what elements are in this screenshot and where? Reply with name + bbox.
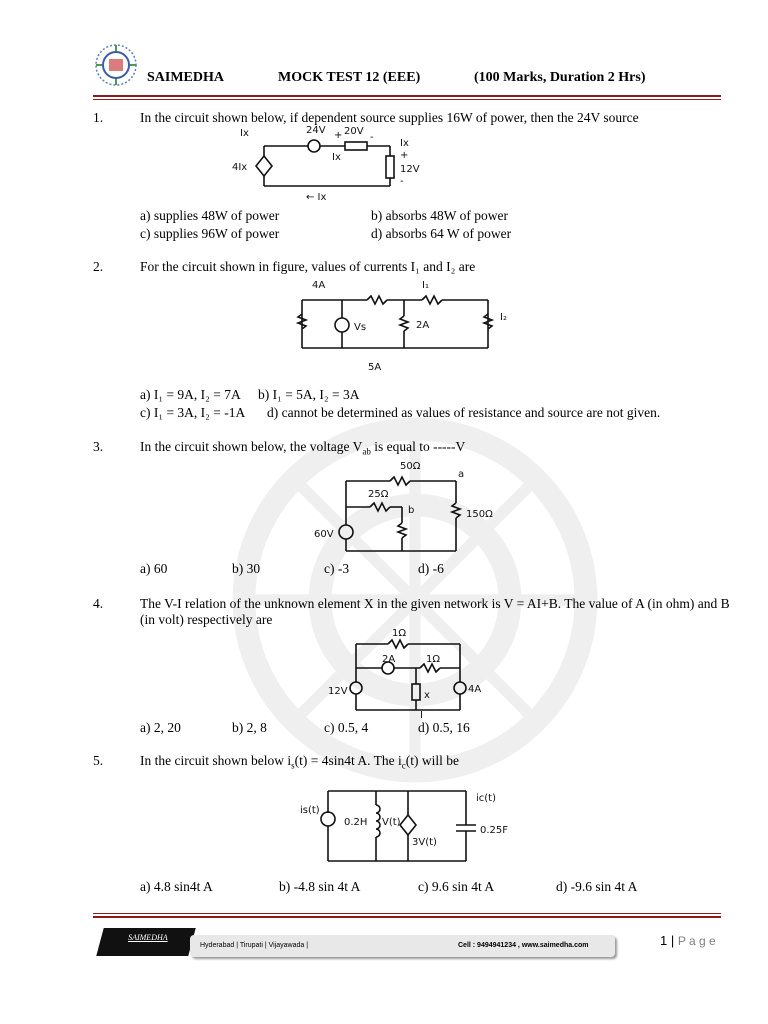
q1-label-ix-mid: Ix [332, 152, 341, 163]
q5-option-b: b) -4.8 sin 4t A [279, 879, 361, 894]
q2-label-i2: I₂ [500, 312, 507, 323]
q1-label-minus2: - [400, 176, 404, 187]
q4-label-x: x [424, 690, 430, 701]
q1-label-ix-bottom: ← Ix [306, 192, 327, 203]
q5-label-is: is(t) [300, 805, 320, 816]
q5-option-c: c) 9.6 sin 4t A [418, 879, 495, 894]
q4-label-1ohm-mid: 1Ω [426, 654, 441, 665]
page-separator: | [670, 933, 675, 948]
q3-option-b: b) 30 [232, 561, 261, 576]
footer-cities: Hyderabad | Tirupati | Vijayawada | [200, 942, 309, 949]
q1-label-ix-right: Ix [400, 138, 409, 149]
footer-contact-bar [190, 935, 615, 957]
q5-label-3vt: 3V(t) [412, 837, 437, 848]
q3-circuit-diagram [310, 455, 520, 555]
q1-option-d: d) absorbs 64 W of power [371, 226, 512, 241]
footer-logo: SAIMEDHA [96, 928, 196, 956]
q4-option-d: d) 0.5, 16 [418, 720, 470, 735]
q4-label-2a: 2A [382, 654, 396, 665]
q4-label-4a: 4A [468, 684, 482, 695]
page-label: P a g e [677, 934, 716, 948]
q3-label-a: a [458, 469, 465, 480]
q3-label-25ohm: 25Ω [368, 489, 389, 500]
q4-number: 4. [93, 596, 104, 611]
test-title: MOCK TEST 12 (EEE) [278, 70, 421, 85]
q5-number: 5. [93, 753, 104, 768]
q1-label-ix-left: Ix [240, 128, 249, 139]
brand-name: SAIMEDHA [147, 70, 225, 85]
q3-text: In the circuit shown below, the voltage $V_{ab}$ is equal to -----V [140, 439, 466, 457]
q4-option-a: a) 2, 20 [140, 720, 181, 735]
q5-text: In the circuit shown below $i_s(t) = 4\sin 4t$ A. The $i_c(t)$ will be [140, 753, 459, 771]
q1-label-minus: - [370, 132, 374, 143]
q2-option-a: a) I₁ = 9A, I₂ = 7A [140, 387, 241, 402]
q3-label-60v: 60V [314, 529, 334, 540]
q3-label-b: b [408, 505, 415, 516]
q5-option-d: d) -9.6 sin 4t A [556, 879, 638, 894]
q4-label-12v: 12V [328, 686, 348, 697]
q4-circuit-diagram [326, 624, 496, 720]
q3-option-a: a) 60 [140, 561, 168, 576]
q3-number: 3. [93, 439, 104, 454]
q1-option-a: a) supplies 48W of power [140, 208, 280, 223]
q4-option-c: c) 0.5, 4 [324, 720, 369, 735]
q2-label-5a: 5A [368, 362, 382, 373]
q4-option-b: b) 2, 8 [232, 720, 267, 735]
q1-number: 1. [93, 110, 104, 125]
q2-circuit-diagram [292, 276, 522, 374]
q1-label-24v: 24V [306, 125, 326, 136]
footer-rule-thin [93, 913, 721, 914]
q1-label-plus: + [334, 130, 343, 141]
q1-text: In the circuit shown below, if dependent source supplies 16W of power, then the 24V source [140, 110, 639, 125]
q2-label-vs: Vs [354, 322, 367, 333]
q1-label-plus2: + [400, 150, 409, 161]
header-rule-thin [93, 99, 721, 100]
q2-number: 2. [93, 259, 104, 274]
q5-label-02h: 0.2H [344, 817, 368, 828]
q2-label-i1: I₁ [422, 280, 429, 291]
footer-rule [93, 916, 721, 918]
page-number-block [660, 933, 716, 948]
q1-option-b: b) absorbs 48W of power [371, 208, 508, 223]
q4-label-1ohm-top: 1Ω [392, 628, 407, 639]
q1-label-12v: 12V [400, 164, 420, 175]
q2-label-4a: 4A [312, 280, 326, 291]
saimedha-logo [92, 42, 140, 88]
q4-label-i: I [420, 710, 423, 720]
q2-option-d: d) cannot be determined as values of resistance and source are not given. [267, 405, 661, 420]
q3-label-50ohm: 50Ω [400, 461, 421, 472]
q3-label-150ohm: 150Ω [466, 509, 493, 520]
q1-label-20v: 20V [344, 126, 364, 137]
q2-label-2a: 2A [416, 320, 430, 331]
q1-circuit-diagram [228, 124, 428, 204]
q2-text: For the circuit shown in figure, values of currents I₁ and I₂ are [140, 259, 476, 274]
q2-option-b: b) I₁ = 5A, I₂ = 3A [258, 387, 360, 402]
q3-option-d: d) -6 [418, 561, 444, 576]
q5-circuit-diagram [300, 773, 530, 871]
q5-label-025f: 0.25F [480, 825, 509, 836]
q5-option-a: a) 4.8 sin4t A [140, 879, 213, 894]
marks-duration: (100 Marks, Duration 2 Hrs) [474, 70, 646, 85]
q5-label-ic: ic(t) [476, 793, 496, 804]
q4-text: The V-I relation of the unknown element X in the given network is V = AI+B. The value of A (in ohm) and B (in volt) respectively are [140, 596, 730, 627]
q1-label-4ix: 4Ix [232, 162, 248, 173]
q1-option-c: c) supplies 96W of power [140, 226, 280, 241]
q2-option-c: c) I₁ = 3A, I₂ = -1A [140, 405, 246, 420]
header-rule [93, 95, 721, 97]
q5-label-vt: V(t) [382, 817, 401, 828]
footer-contact: Cell : 9494941234 , www.saimedha.com [458, 942, 589, 949]
q3-option-c: c) -3 [324, 561, 350, 576]
page-number: 1 [660, 933, 668, 948]
